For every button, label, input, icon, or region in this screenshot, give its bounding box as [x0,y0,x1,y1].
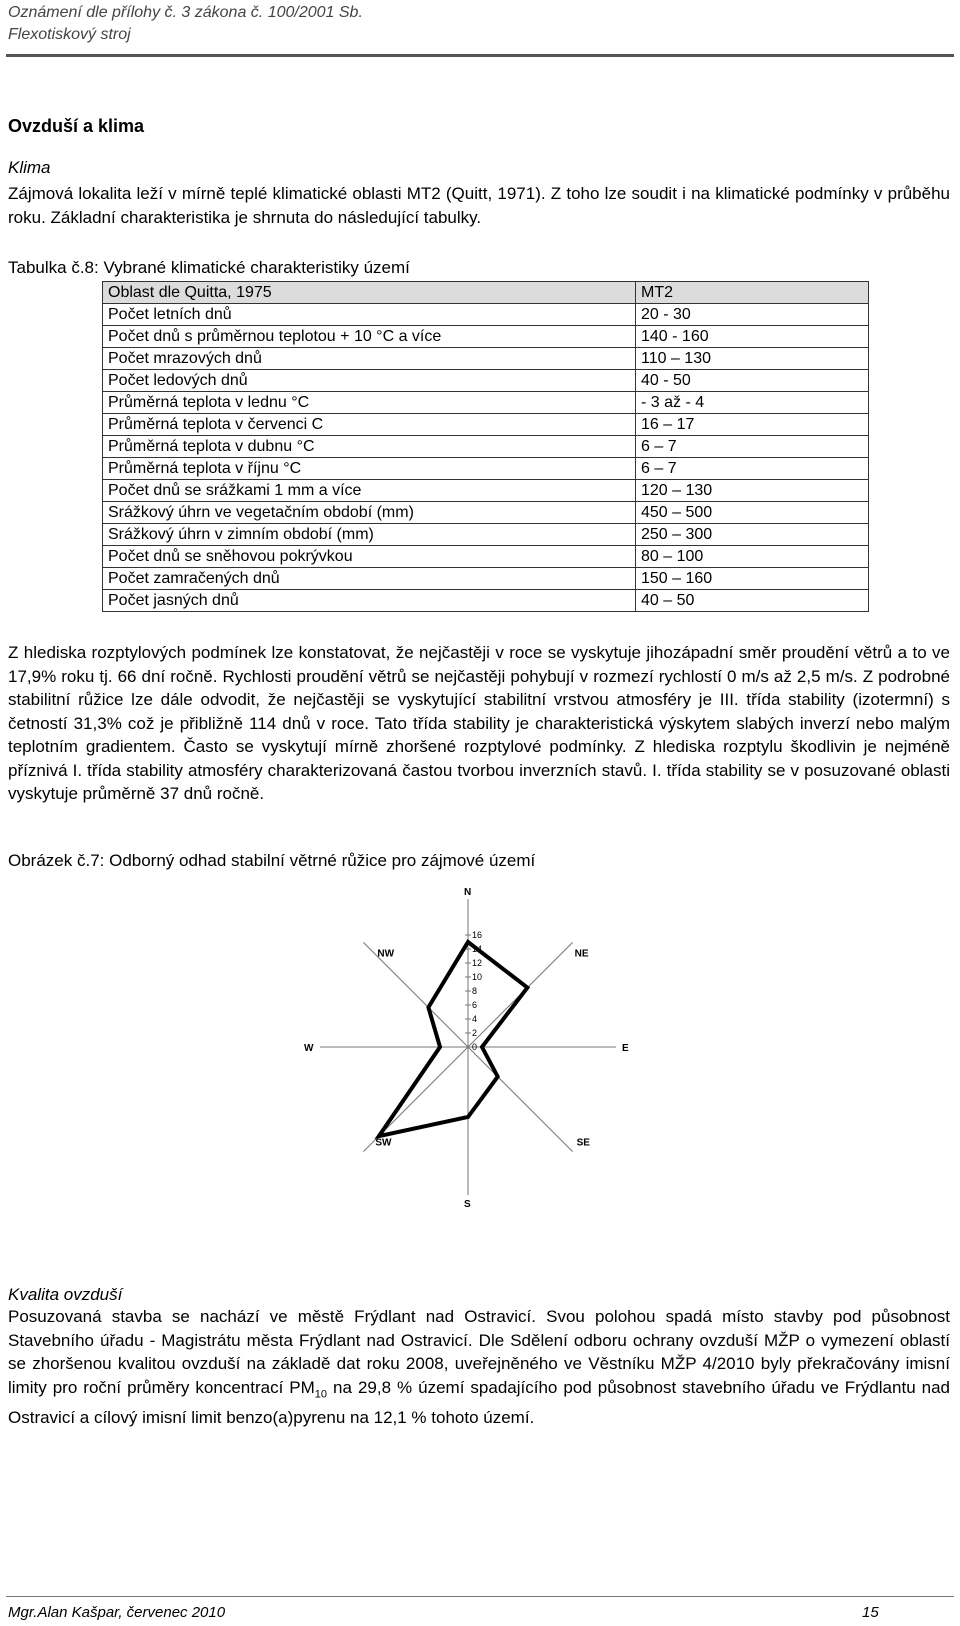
table-cell-parameter: Počet letních dnů [103,304,636,326]
table-row [103,304,869,326]
table-cell-value: 40 - 50 [636,370,869,392]
table-cell-parameter: Počet mrazových dnů [103,348,636,370]
table-row [103,546,869,568]
table-row [103,436,869,458]
table-row [103,480,869,502]
table-cell-parameter: Počet dnů se sněhovou pokrývkou [103,546,636,568]
rose-axis-se [468,1047,573,1152]
kvalita-heading: Kvalita ovzduší [8,1285,123,1304]
table-cell-parameter: Srážkový úhrn v zimním období (mm) [103,524,636,546]
direction-label-se: SE [576,1137,590,1149]
table-cell-parameter: Průměrná teplota v lednu °C [103,392,636,414]
section-title: Ovzduší a klima [8,116,145,136]
document-header-line2: Flexotiskový stroj [8,26,131,43]
wind-rose-polygon [379,942,528,1136]
table-row [103,458,869,480]
table-row [103,590,869,612]
page-number: 15 [862,1604,879,1621]
table-row [103,282,869,304]
table-cell-value: 120 – 130 [636,480,869,502]
table-cell-value: 140 - 160 [636,326,869,348]
table-cell-value: 6 – 7 [636,436,869,458]
table-cell-parameter: Počet dnů s průměrnou teplotou + 10 °C a více [103,326,636,348]
scale-tick-label: 16 [472,930,483,940]
table-row [103,524,869,546]
scale-tick-label: 12 [472,958,483,968]
dispersion-paragraph: Z hlediska rozptylových podmínek lze konstatovat, že nejčastěji v roce se vyskytuje jihozápadní směr proudění větrů a to ve 17,9% roku tj. 66 dní ročně. Rychlosti proudění větrů se nejčastěji pohybují v rozmezí rychlostí 0 m/s až 2,5 m/s. Z podrobné stabilitní růžice lze dále odvodit, že nejčastěji se vyskytující stabilitní vrstvou atmosféry je III. třída stability (izotermní) s četností 31,3% což je přibližně 114 dnů v roce. Tato třída stability je charakteristická výskytem slabých inverzí nebo malým teplotním gradientem. Často se vyskytují mírně zhoršené rozptylové podmínky. Z hlediska rozptylu škodlivin je nejméně příznivá I. třída stability atmosféry charakterizovaná častou tvorbou inverzních stavů. I. třída stability se v posuzované oblasti vyskytuje průměrně 37 dnů ročně. [8,643,950,803]
table-cell-parameter: Počet jasných dnů [103,590,636,612]
table-cell-value: - 3 až - 4 [636,392,869,414]
direction-label-nw: NW [377,948,395,960]
table-cell-value: 250 – 300 [636,524,869,546]
pm-subscript: 10 [314,1387,328,1400]
scale-tick-label: 4 [472,1014,478,1024]
direction-label-n: N [464,887,472,898]
wind-rose-figure [300,880,640,1210]
table-cell-value: 40 – 50 [636,590,869,612]
scale-tick-label: 14 [472,944,483,954]
table-cell-value: 80 – 100 [636,546,869,568]
table-cell-parameter: Průměrná teplota v říjnu °C [103,458,636,480]
table-cell-value: 6 – 7 [636,458,869,480]
table-cell-value: 20 - 30 [636,304,869,326]
scale-tick-label: 8 [472,986,478,996]
table-row [103,568,869,590]
direction-label-sw: SW [375,1137,392,1149]
table-row [103,326,869,348]
table-cell-parameter: Průměrná teplota v dubnu °C [103,436,636,458]
direction-label-ne: NE [574,948,589,960]
kvalita-text-after: na 29,8 % území spadajícího pod působnost stavebního úřadu ve Frýdlantu nad Ostravicí a cílový imisní limit benzo(a)pyrenu na 12,1 % tohoto území. [8,1377,951,1428]
table-row [103,348,869,370]
scale-tick-label: 10 [472,972,483,982]
climate-table [102,281,869,612]
table-cell-parameter: Počet zamračených dnů [103,568,636,590]
table-cell-value: MT2 [636,282,869,304]
scale-tick-label: 6 [472,1000,478,1010]
scale-tick-label: 0 [472,1042,478,1052]
table-cell-value: 16 – 17 [636,414,869,436]
table-cell-parameter: Srážkový úhrn ve vegetačním období (mm) [103,502,636,524]
footer-author: Mgr.Alan Kašpar, červenec 2010 [8,1604,226,1621]
figure-caption: Obrázek č.7: Odborný odhad stabilní větrné růžice pro zájmové území [8,851,536,870]
header-divider [6,54,954,57]
table-cell-parameter: Oblast dle Quitta, 1975 [103,282,636,304]
kvalita-paragraph [8,1305,950,1430]
klima-paragraph: Zájmová lokalita leží v mírně teplé klimatické oblasti MT2 (Quitt, 1971). Z toho lze soudit i na klimatické podmínky v průběhu roku. Základní charakteristika je shrnuta do následující tabulky. [8,184,950,227]
table-row [103,370,869,392]
klima-heading: Klima [8,158,51,177]
kvalita-text-before: Posuzovaná stavba se nachází ve městě Frýdlant nad Ostravicí. Svou polohou spadá místo stavby pod působnost Stavebního úřadu - Magistrátu města Frýdlant nad Ostravicí. Dle Sdělení odboru ochrany ovzduší MŽP o vymezení oblastí se zhoršenou kvalitou ovzduší na základě dat roku 2008, uveřejněného ve Věstníku MŽP 4/2010 byly překračovány imisní limity pro roční průměry koncentrací PM [8,1307,950,1397]
direction-label-s: S [464,1199,471,1210]
footer-divider [6,1596,954,1597]
document-header-line1: Oznámení dle přílohy č. 3 zákona č. 100/2001 Sb. [8,4,363,21]
table-cell-value: 110 – 130 [636,348,869,370]
table-cell-parameter: Počet ledových dnů [103,370,636,392]
direction-label-w: W [304,1043,314,1054]
scale-tick-label: 2 [472,1028,478,1038]
direction-label-e: E [622,1043,629,1054]
table-cell-parameter: Průměrná teplota v červenci C [103,414,636,436]
table-cell-value: 450 – 500 [636,502,869,524]
table-cell-parameter: Počet dnů se srážkami 1 mm a více [103,480,636,502]
table-caption: Tabulka č.8: Vybrané klimatické charakteristiky území [8,258,410,277]
table-cell-value: 150 – 160 [636,568,869,590]
table-row [103,414,869,436]
table-row [103,502,869,524]
table-row [103,392,869,414]
